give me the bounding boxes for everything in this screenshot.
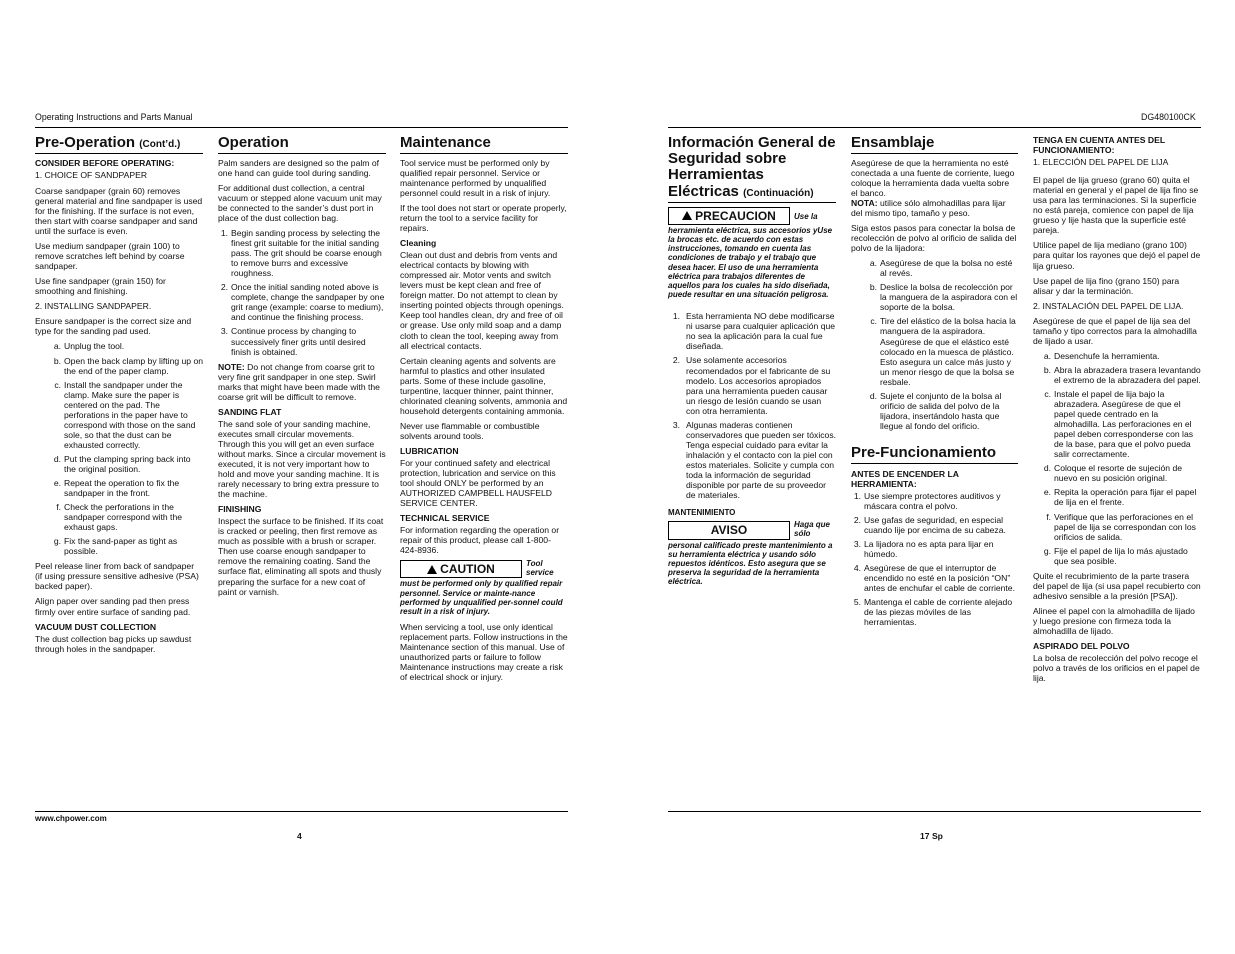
subheading: Cleaning (400, 238, 437, 249)
list-item: a. Asegúrese de que la bolsa no esté al revés. (869, 258, 1013, 279)
step-list (851, 258, 1018, 431)
page-number-left: 4 (297, 831, 302, 841)
section-title: Maintenance (400, 135, 568, 154)
footer-url: www.chpower.com (35, 814, 107, 823)
subheading: ASPIRADO DEL POLVO (1033, 641, 1130, 652)
list-item: 2. Use solamente accesorios recomendados por el fabricante de su modelo. Los accesorios apropiados para una herramienta pueden causar un riesgo de lesión cuando se usan con otra herramienta. (672, 355, 831, 416)
list-item: 2. Use gafas de seguridad, en especial cuando lije por encima de su cabeza. (853, 514, 1006, 535)
list-item: 3. Continue process by changing to successively finer grits until desired finish is obtained. (220, 326, 366, 357)
list-item: 2. Once the initial sanding noted above is complete, change the sandpaper by one grit range (example: coarse to medium), and continue the finishing process. (220, 282, 385, 323)
list-item: d. Coloque el resorte de sujeción de nuevo en su posición original. (1043, 463, 1183, 484)
step-list (35, 341, 203, 556)
subheading: TENGA EN CUENTA ANTES DEL FUNCIONAMIENTO: (1033, 135, 1165, 156)
list-item: d. Put the clamping spring back into the original position. (53, 453, 191, 474)
list-item: 3. La lijadora no es apta para lijar en húmedo. (853, 538, 994, 559)
aviso-badge: AVISO (668, 521, 790, 539)
subheading: SANDING FLAT (218, 406, 282, 417)
list-item: g. Fije el papel de lija lo más ajustado que sea posible. (1043, 545, 1188, 566)
step-list (1033, 351, 1201, 566)
header-rule-right (668, 127, 1201, 128)
list-item: a. Unplug the tool. (53, 341, 125, 352)
column-maintenance: Maintenance Tool service must be performed only by qualified repair personnel. Service or maintenance performed by unqualified personnel could result in a risk of injury. If the tool does not start or operate properly, return the tool to a service facility for repairs. Cleaning Clean out dust and debris from vents and electrical contacts by blowing with compressed air. Motor vents and switch levers must be kept clean and free of foreign matter. Do not attempt to clean by inserting pointed objects through openings. Keep tool handles clean, dry and free of oil or grease. Use only mild soap and a damp cloth to clean the tool, keeping away from all electrical contacts. Certain cleaning agents and solvents are harmful to plastics and other insulated parts. Some of these include gasoline, turpentine, lacquer thinner, paint thinner, chlorinated cleaning solvents, ammonia and household detergents containing ammonia. Never use flammable or combustible solvents around tools. LUBRICATION For your continued safety and electrical protection, lubrication and service on this tool should ONLY be performed by an AUTHORIZED CAMPBELL HAUSFELD SERVICE CENTER. TECHNICAL SERVICE For information regarding the operation or repair of this product, please call 1-800-424-8936. CAUTION Tool service must be performed only by qualified repair personnel. Service or mainte-nance performed by unqualified per-sonnel could result in a risk of injury. When servicing a tool, use only identical replacement parts. Follow instructions in the Maintenance section of this manual. Use of unauthorized parts or failure to follow Maintenance instructions may create a risk of electrical shock or injury. (400, 134, 568, 683)
warning-triangle-icon (682, 211, 692, 220)
list-item: e. Repita la operación para fijar el papel de lija en el frente. (1043, 487, 1197, 508)
caution-badge: CAUTION (400, 560, 522, 578)
subheading: MANTENIMIENTO (668, 508, 736, 518)
section-title: Pre-Operation (Cont’d.) (35, 135, 203, 154)
header-right: DG480100CK (1141, 112, 1196, 122)
subheading: FINISHING (218, 504, 262, 515)
list-item: 3. Algunas maderas contienen conservadores que pueden ser tóxicos. Tenga especial cuidado para evitar la inhalación y el contacto con la piel con estos materiales. Solicite y cumpla con toda la información de seguridad disponible por parte de su proveedor de materiales. (672, 419, 837, 501)
precaucion-callout: PRECAUCION Use la (668, 207, 836, 225)
column-ensamblaje: Ensamblaje Asegúrese de que la herramienta no esté conectada a una fuente de corriente, luego coloque la herramienta dada vuelta sobre el banco. NOTA: utilice sólo almohadillas para lijar del mismo tipo, tamaño y peso. Siga estos pasos para conectar la bolsa de recolección de polvo al orificio de salida del polvo de la lijadora: a. Asegúrese de que la bolsa no esté al revés. b. Deslice la bolsa de recolección por la manguera de la aspiradora con el soporte de la bolsa. c. Tire del elástico de la bolsa hacia la manguera de la aspiradora. Asegúrese de que el elástico esté colocado en la muesca de plástico. Esto asegura un calce más justo y un menor riesgo de que la bolsa se resbale. d. Sujete el conjunto de la bolsa al orificio de salida del polvo de la lijadora, insertándolo hasta que llegue al fondo del orificio. Pre-Funcionamiento ANTES DE ENCENDER LA HERRAMIENTA: 1. Use siempre protectores auditivos y máscara contra el polvo. 2. Use gafas de seguridad, en especial cuando lije por encima de su cabeza. 3. La lijadora no es apta para lijar en húmedo. 4. Asegúrese de que el interruptor de encendido no esté en la posición “ON” antes de enchufar el cable de corriente. 5. Mantenga el cable de corriente alejado de las piezas móviles de las herramientas. (851, 134, 1018, 628)
list-item: e. Repeat the operation to fix the sandpaper in the front. (53, 478, 180, 499)
list-item: 4. Asegúrese de que el interruptor de encendido no esté en la posición “ON” antes de enchufar el cable de corriente. (853, 563, 1015, 594)
precaucion-badge: PRECAUCION (668, 207, 790, 225)
subheading: ANTES DE ENCENDER LA HERRAMIENTA: (851, 468, 959, 489)
page-number-right: 17 Sp (920, 831, 943, 841)
subheading: LUBRICATION (400, 445, 459, 456)
list-item: c. Install the sandpaper under the clamp. Make sure the paper is centered on the pad. The perforations in the paper have to correspond with those on the sand sole, so that the dust can be exhausted correctly. (54, 379, 196, 450)
list-item: f. Verifique que las perforaciones en el papel de lija se correspondan con los orificios de salida. (1046, 511, 1196, 542)
section-title: Información General de Seguridad sobre Herramientas Eléctricas (Continuación) (668, 135, 836, 203)
list-item: d. Sujete el conjunto de la bolsa al orificio de salida del polvo de la lijadora, insertándolo hasta que llegue al fondo del orificio. (869, 390, 1002, 431)
warning-triangle-icon (427, 565, 437, 574)
column-informacion-general: Información General de Seguridad sobre Herramientas Eléctricas (Continuación) PRECAUCION Use la herramienta eléctrica, sus accesorios yUse la brocas etc. de acuerdo con estas instrucciones, tomando en cuenta las condiciones de trabajo y el trabajo que desea hacer. El uso de una herramienta eléctrica para trabajos diferentes de aquellos para los cuales ha sido diseñada, puede resultar en una situación peligrosa. 1. Esta herramienta NO debe modificarse ni usarse para cualquier aplicación que no sea la aplicación para la cual fue diseñada. 2. Use solamente accesorios recomendados por el fabricante de su modelo. Los accesorios apropiados para una herramienta pueden causar un riesgo de lesión cuando se usan con otra herramienta. 3. Algunas maderas contienen conservadores que pueden ser tóxicos. Tenga especial cuidado para evitar la inhalación y el contacto con la piel con estos materiales. Solicite y cumpla con toda la información de seguridad disponible por parte de su proveedor de materiales. MANTENIMIENTO AVISO Haga que sólo personal calificado preste mantenimiento a su herramienta eléctrica y usando sólo repuestos idénticos. Esto asegura que se preserva la seguridad de la herramienta eléctrica. (668, 134, 837, 587)
column-operation: Operation Palm sanders are designed so the palm of one hand can guide tool during sanding. For additional dust collection, a central vacuum or stepped alone vacuum unit may be connected to the sander’s dust port in place of the dust collection bag. 1. Begin sanding process by selecting the finest grit suitable for the initial sanding pass. The grit should be coarse enough to remove burrs and excessive roughness. 2. Once the initial sanding noted above is complete, change the sandpaper by one grit range (example: coarse to medium), and continue the finishing process. 3. Continue process by changing to successively finer grits until desired finish is obtained. NOTE: Do not change from coarse grit to very fine grit sandpaper in one step. Swirl marks that might have been made with the coarse grit will be difficult to remove. SANDING FLAT The sand sole of your sanding machine, executes small circular movements. Through this you will get an even surface without marks. Since a circular movement is executed, it is not very important how to hold and move your sanding machine. It is rarely necessary to bring extra pressure to the machine. FINISHING Inspect the surface to be finished. If its coat is cracked or peeling, then first remove as much as possible with a brush or scraper. Then use coarse enough sandpaper to remove the remaining coating. Sand the surface flat, eliminating all spots and thusly preparing the surface for a new coat of paint or varnish. (218, 134, 386, 597)
list-item: 5. Mantenga el cable de corriente alejado de las piezas móviles de las herramientas. (853, 597, 1013, 628)
section-title: Ensamblaje (851, 135, 1018, 154)
section-title: Operation (218, 135, 386, 154)
list-item: c. Instale el papel de lija bajo la abrazadera. Asegúrese de que el papel quede centrado en la almohadilla. Las perforaciones en el papel deben corresponderse con las de la base, para que el polvo pueda salir correctamente. (1044, 388, 1194, 460)
subheading: VACUUM DUST COLLECTION (35, 621, 157, 632)
list-item: f. Check the perforations in the sandpaper correspond with the exhaust gaps. (56, 502, 183, 533)
section-title-pre-funcionamiento: Pre-Funcionamiento (851, 445, 1018, 464)
caution-callout: CAUTION Tool service (400, 560, 568, 578)
prefunc-list (851, 491, 1018, 628)
subheading: CONSIDER BEFORE OPERATING: (35, 157, 175, 168)
subheading: TECHNICAL SERVICE (400, 513, 490, 524)
aviso-callout: AVISO Haga que sólo (668, 521, 836, 539)
list-item: 1. Esta herramienta NO debe modificarse ni usarse para cualquier aplicación que no sea la aplicación para la cual fue diseñada. (672, 311, 836, 352)
list-item: 1. Use siempre protectores auditivos y máscara contra el polvo. (853, 490, 1001, 511)
list-item: b. Open the back clamp by lifting up on the end of the paper clamp. (53, 355, 204, 376)
header-rule-left (35, 127, 568, 128)
safety-list (668, 311, 836, 500)
list-item: c. Tire del elástico de la bolsa hacia la manguera de la aspiradora. Asegúrese de que el elástico esté colocado en la muesca de plástico. Esto asegura un calce más justo y un menor riesgo de que la bolsa se resbale. (870, 316, 1016, 387)
step-list (218, 228, 386, 357)
column-tenga-en-cuenta: TENGA EN CUENTA ANTES DEL FUNCIONAMIENTO: 1. ELECCIÓN DEL PAPEL DE LIJA El papel de lija grueso (grano 60) quita el material en general y el papel de lija fino se usa para las terminaciones. Si la superficie no está pareja, comience con papel de lija grueso y lije hasta que la superficie esté pareja. Utilice papel de lija mediano (grano 100) para quitar los rayones que dejó el papel de lija grueso. Use papel de lija fino (grano 150) para alisar y dar la terminación. 2. INSTALACIÓN DEL PAPEL DE LIJA. Asegúrese de que el papel de lija sea del tamaño y tipo correctos para la almohadilla de lijado a usar. a. Desenchufe la herramienta. b. Abra la abrazadera trasera levantando el extremo de la abrazadera del papel. c. Instale el papel de lija bajo la abrazadera. Asegúrese de que el papel quede centrado en la almohadilla. Las perforaciones en el papel deben corresponderse con las de la base, para que el polvo pueda salir correctamente. d. Coloque el resorte de sujeción de nuevo en su posición original. e. Repita la operación para fijar el papel de lija en el frente. f. Verifique que las perforaciones en el papel de lija se correspondan con los orificios de salida. g. Fije el papel de lija lo más ajustado que sea posible. Quite el recubrimiento de la parte trasera del papel de lija (si usa papel recubierto con adhesivo sensible a la presión [PSA]). Alinee el papel con la almohadilla de lijado y luego presione con firmeza toda la almohadilla de lijado. ASPIRADO DEL POLVO La bolsa de recolección del polvo recoge el polvo a través de los orificios en el papel de lija. (1033, 135, 1201, 684)
header-left: Operating Instructions and Parts Manual (35, 112, 193, 122)
list-item: g. Fix the sand-paper as tight as possible. (53, 536, 178, 557)
list-item: 1. Begin sanding process by selecting the finest grit suitable for the initial sanding pass. The grit should be coarse enough to remove burrs and excessive roughness. (220, 228, 382, 279)
footer-rule-left (35, 811, 568, 812)
list-item: a. Desenchufe la herramienta. (1043, 350, 1160, 361)
footer-rule-right (668, 811, 1201, 812)
list-item: b. Abra la abrazadera trasera levantando el extremo de la abrazadera del papel. (1043, 364, 1201, 385)
column-pre-operation: Pre-Operation (Cont’d.) CONSIDER BEFORE OPERATING: 1. CHOICE OF SANDPAPER Coarse sandpaper (grain 60) removes general material and fine sandpaper is used for the finishing. If the surface is not even, then start with coarse sandpaper and sand until the surface is even. Use medium sandpaper (grain 100) to remove scratches left behind by coarse sandpaper. Use fine sandpaper (grain 150) for smoothing and finishing. 2. INSTALLING SANDPAPER. Ensure sandpaper is the correct size and type for the sanding pad used. a. Unplug the tool. b. Open the back clamp by lifting up on the end of the paper clamp. c. Install the sandpaper under the clamp. Make sure the paper is centered on the pad. The perforations in the paper have to correspond with those on the sand sole, so that the dust can be exhausted correctly. d. Put the clamping spring back into the original position. e. Repeat the operation to fix the sandpaper in the front. f. Check the perforations in the sandpaper correspond with the exhaust gaps. g. Fix the sand-paper as tight as possible. Peel release liner from back of sandpaper (if using pressure sensitive adhesive (PSA) backed paper). Align paper over sanding pad then press firmly over entire surface of sanding pad. VACUUM DUST COLLECTION The dust collection bag picks up sawdust through holes in the sandpaper. (35, 134, 204, 654)
list-item: b. Deslice la bolsa de recolección por la manguera de la aspiradora con el soporte de la bolsa. (869, 282, 1018, 313)
